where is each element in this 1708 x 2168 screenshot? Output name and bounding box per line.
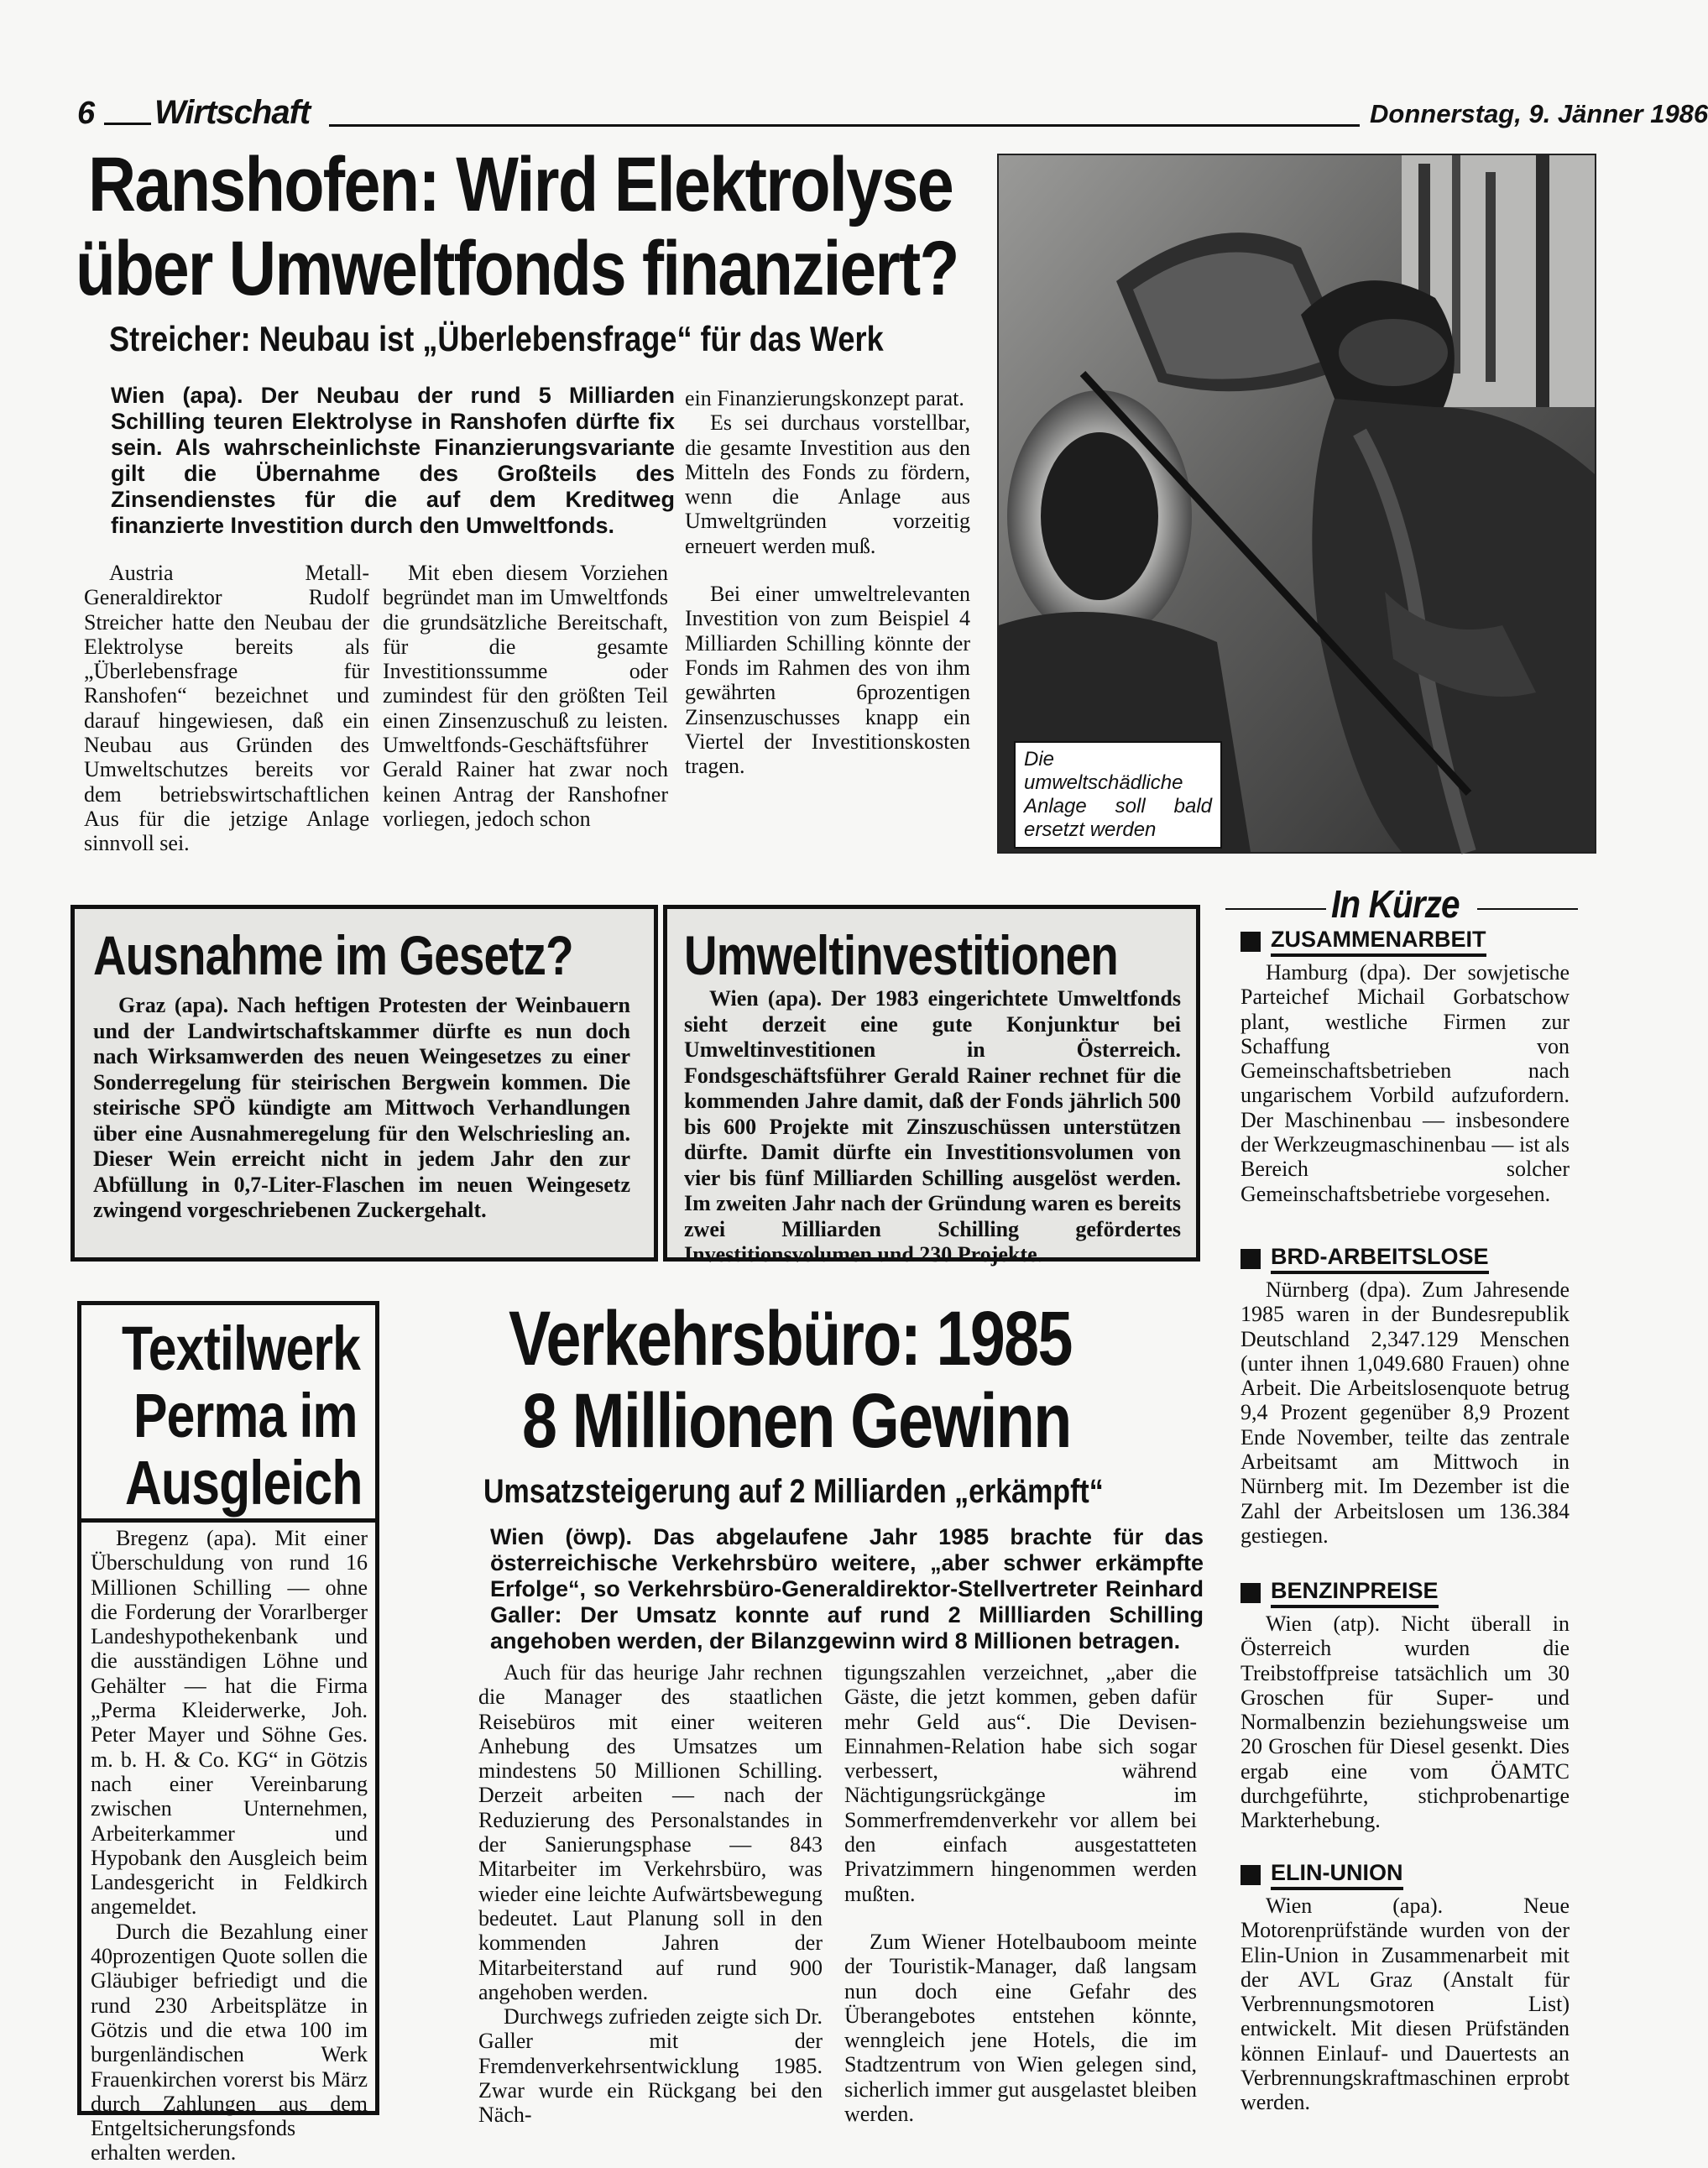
- bullet-square-icon: [1241, 1249, 1261, 1269]
- header-rule: [329, 124, 1360, 127]
- box-ausnahme: [71, 905, 658, 1262]
- lead-subheadline: Streicher: Neubau ist „Überlebensfrage“ für das Werk: [109, 319, 884, 358]
- in-kurze-column: [1225, 881, 1578, 2140]
- bullet-square-icon: [1241, 932, 1261, 952]
- kurz-item-1-header: [1241, 927, 1486, 957]
- kurz-item-1-text: Hamburg (dpa). Der sowjetische Parteichef Michail Gorbatschow plant, westliche Firmen zur Schaffung von Gemeinschaftsbetrieben nach ungarischem Vorbild aufzufordern. Der Maschinenbau — insbesondere der Werkzeugmaschinenbau — ist als Bereich solcher Gemeinschaftsbetriebe vorgesehen.: [1241, 960, 1570, 1206]
- box-ausnahme-text: Graz (apa). Nach heftigen Protesten der Weinbauern und der Landwirtschaftskammer dürfte es nun doch nach Wirksamwerden des neuen Weingesetzes zu einer Sonderregelung für steirischen Bergwein kommen. Die steirische SPÖ kündigte am Mittwoch Verhandlungen über eine Ausnahmeregelung für den Welschriesling an. Dieser Wein erreicht nicht in jedem Jahr den zur Abfüllung in 0,7-Liter-Flaschen im neuen Weingesetz zwingend vorgeschriebenen Zuckergehalt.: [93, 993, 630, 1222]
- lead-column-2: [383, 561, 668, 831]
- verkehr-headline-l2: 8 Millionen Gewinn: [522, 1378, 1071, 1464]
- verkehr-intro: Wien (öwp). Das abgelaufene Jahr 1985 brachte für das österreichische Verkehrsbüro weitere, „aber schwer erkämpfte Erfolge“, so Verkehrsbüro-Generaldirektor-Stellvertreter Reinhard Galler: Der Umsatz konnte auf rund 2 Millliarden Schilling angehoben werden, der Bilanzgewinn wird 8 Millionen betragen.: [490, 1524, 1204, 1653]
- textil-headline-l2: Perma im: [133, 1381, 358, 1450]
- kurz-item-2-text: Nürnberg (dpa). Zum Jahresende 1985 waren in der Bundesrepublik Deutschland 2,347.129 Menschen (unter ihnen 1,049.680 Frauen) ohne Arbeit. Die Arbeitslosenquote betrug 9,4 Prozent gegenüber 8,9 Prozent Ende November, teilte das zentrale Arbeitsamt am Mittwoch in Nürnberg mit. Im Dezember ist die Zahl der Arbeitslosen um 136.384 gestiegen.: [1241, 1277, 1570, 1548]
- box-textil-headline: [77, 1301, 379, 1523]
- lead-column-3: [685, 386, 970, 778]
- box-umwelt-text: Wien (apa). Der 1983 eingerichtete Umweltfonds sieht derzeit eine gute Konjunktur bei Umweltinvestitionen in Österreich. Fondsgeschäftsführer Gerald Rainer rechnet für die kommenden Jahre damit, daß der Fonds jährlich 500 bis 600 Projekte mit Zinszuschüssen unterstützen dürfte. Damit dürfte ein Investitionsvolumen von vier bis fünf Milliarden Schilling ausgelöst werden. Im zweiten Jahr nach der Gründung waren es bereits zwei Milliarden Schilling gefördertes Investitionsvolumen und 230 Projekte.: [684, 986, 1181, 1267]
- box-ausnahme-headline: Ausnahme im Gesetz?: [93, 924, 573, 986]
- lead-headline-line1: Ranshofen: Wird Elektrolyse: [88, 142, 953, 227]
- lead-headline-line2: über Umweltfonds finanziert?: [76, 226, 958, 311]
- verkehr-col2-p2: Zum Wiener Hotelbauboom meinte der Touristik-Manager, daß langsam nun doch eine Gefahr des Überangebotes entstehen könnte, wenngleich jene Hotels, die im Stadtzentrum von Wien gelegen sind, sicherlich immer gut ausgelastet bleiben werden.: [844, 1929, 1197, 2127]
- textil-headline-l1: Textilwerk: [122, 1314, 361, 1383]
- textil-column: [91, 1526, 368, 2165]
- bullet-square-icon: [1241, 1583, 1261, 1603]
- kurz-item-3-text: Wien (atp). Nicht überall in Österreich wurden die Treibstoffpreise tatsächlich um 30 Groschen für Super- und Normalbenzin beziehungsweise um 20 Groschen für Diesel gesenkt. Dies ergab eine vom ÖAMTC durchgeführte, stichprobenartige Markterhebung.: [1241, 1612, 1570, 1833]
- kurz-item-4-title: ELIN-UNION: [1271, 1860, 1403, 1890]
- header-rule-short: [104, 123, 151, 125]
- verkehr-col1-p1: Auch für das heurige Jahr rechnen die Manager des staatlichen Reisebüros mit einer weiteren Anhebung des Umsatzes um mindestens 50 Millionen Schilling. Derzeit arbeiten — nach der Reduzierung des Personalstandes in der Sanierungsphase — 843 Mitarbeiter im Verkehrsbüro, was wieder eine leichte Aufwärtsbewegung bedeutet. Laut Planung soll in den kommenden Jahren der Mitarbeiterstand auf rund 900 angehoben werden.: [478, 1660, 823, 2004]
- lead-col2-text: Mit eben diesem Vorziehen begründet man im Umweltfonds die grundsätzliche Bereitschaft, für die gesamte Investitionssumme oder zumindest für den größten Teil einen Zinsenzuschuß zu leisten. Umweltfonds-Geschäftsführer Gerald Rainer hat zwar noch keinen Antrag der Ranshofner vorliegen, jedoch schon: [383, 561, 668, 831]
- lead-col3-p2: Es sei durchaus vorstellbar, die gesamte Investition aus den Mitteln des Fonds zu fördern, wenn die Anlage aus Umweltgründen vorzeitig erneuert werden muß.: [685, 410, 970, 558]
- lead-photo: [997, 154, 1596, 854]
- textil-p2: Durch die Bezahlung einer 40prozentigen Quote sollen die Gläubiger befriedigt und die rund 230 Arbeitsplätze in Götzis und die etwa 100 im burgenländischen Werk Frauenkirchen vorerst bis März durch Zahlungen aus dem Entgeltsicherungsfonds erhalten werden.: [91, 1919, 368, 2165]
- verkehr-subheadline: Umsatzsteigerung auf 2 Milliarden „erkämpft“: [483, 1473, 1104, 1510]
- verkehr-column-1: [478, 1660, 823, 2128]
- page-number: 6: [77, 96, 96, 131]
- kurz-title: In Kürze: [1331, 882, 1460, 926]
- page-header: [77, 94, 1708, 131]
- kurz-rule-left: [1225, 908, 1326, 910]
- kurz-rule-right: [1477, 908, 1578, 910]
- verkehr-column-2: [844, 1660, 1197, 2126]
- lead-col3-p1: ein Finanzierungskonzept parat.: [685, 386, 964, 410]
- box-umweltinvestitionen: [663, 905, 1200, 1267]
- section-title: Wirtschaft: [154, 94, 311, 131]
- textil-p1: Bregenz (apa). Mit einer Überschuldung von rund 16 Millionen Schilling — ohne die Forderung der Vorarlberger Landeshypothekenbank und die ausständigen Löhne und Gehälter — hat die Firma „Perma Kleiderwerke, Joh. Peter Mayer und Söhne Ges. m. b. H. & Co. KG“ in Götzis nach einer Vereinbarung zwischen Unternehmen, Arbeiterkammer und Hypobank den Ausgleich beim Landesgericht in Feldkirch angemeldet.: [91, 1526, 368, 1920]
- kurz-item-2-title: BRD-ARBEITSLOSE: [1271, 1244, 1489, 1274]
- textil-headline-l3: Ausgleich: [125, 1448, 363, 1518]
- lead-column-1: [84, 561, 369, 856]
- photo-caption: Die umweltschädliche Anlage soll bald ersetzt werden: [1014, 741, 1222, 849]
- verkehr-col1-p2: Durchwegs zufrieden zeigte sich Dr. Galler mit der Fremdenverkehrsentwicklung 1985. Zwar wurde ein Rückgang bei den Näch-: [478, 2004, 823, 2128]
- lead-col1-text: Austria Metall-Generaldirektor Rudolf Streicher hatte den Neubau der Elektrolyse bereits als „Überlebensfrage für Ranshofen“ bezeichnet und darauf hingewiesen, daß ein Neubau aus Gründen des Umweltschutzes bereits vor dem betriebswirtschaftlichen Aus für die jetzige Anlage sinnvoll sei.: [84, 561, 369, 856]
- kurz-item-4-text: Wien (apa). Neue Motorenprüfstände wurden von der Elin-Union in Zusammenarbeit mit der AVL Graz (Anstalt für Verbrennungsmotoren List) entwickelt. Mit diesen Prüfständen können Einlauf- und Dauertests an Verbrennungskraftmaschinen erprobt werden.: [1241, 1894, 1570, 2115]
- verkehr-col2-p1: tigungszahlen verzeichnet, „aber die Gäste, die jetzt kommen, geben dafür mehr Geld aus“. Die Devisen-Einnahmen-Relation habe sich sogar verbessert, während Nächtigungsrückgänge im Sommerfremdenverkehr vor allem bei den einfach ausgestatteten Privatzimmern hingenommen werden mußten.: [844, 1660, 1197, 1906]
- issue-date: Donnerstag, 9. Jänner 1986: [1370, 99, 1708, 128]
- verkehr-headline-l1: Verkehrsbüro: 1985: [509, 1296, 1072, 1382]
- kurz-item-3-header: [1241, 1578, 1439, 1608]
- kurz-item-1-title: ZUSAMMENARBEIT: [1271, 927, 1486, 957]
- lead-col3-p3: Bei einer umweltrelevanten Investition von zum Beispiel 4 Milliarden Schilling könnte der Fonds im Rahmen des von ihm gewährten 6prozentigen Zinsenzuschusses knapp ein Viertel der Investitionskosten tragen.: [685, 582, 970, 779]
- bullet-square-icon: [1241, 1865, 1261, 1885]
- kurz-item-2-header: [1241, 1244, 1489, 1274]
- lead-intro: Wien (apa). Der Neubau der rund 5 Milliarden Schilling teuren Elektrolyse in Ranshofen dürfte fix sein. Als wahrscheinlichste Finanzierungsvariante gilt die Übernahme des Großteils des Zinsendienstes für die auf dem Kreditweg finanzierte Investition durch den Umweltfonds.: [111, 383, 675, 538]
- kurz-item-4-header: [1241, 1860, 1403, 1890]
- box-umwelt-headline: Umweltinvestitionen: [684, 924, 1118, 986]
- kurz-item-3-title: BENZINPREISE: [1271, 1578, 1439, 1608]
